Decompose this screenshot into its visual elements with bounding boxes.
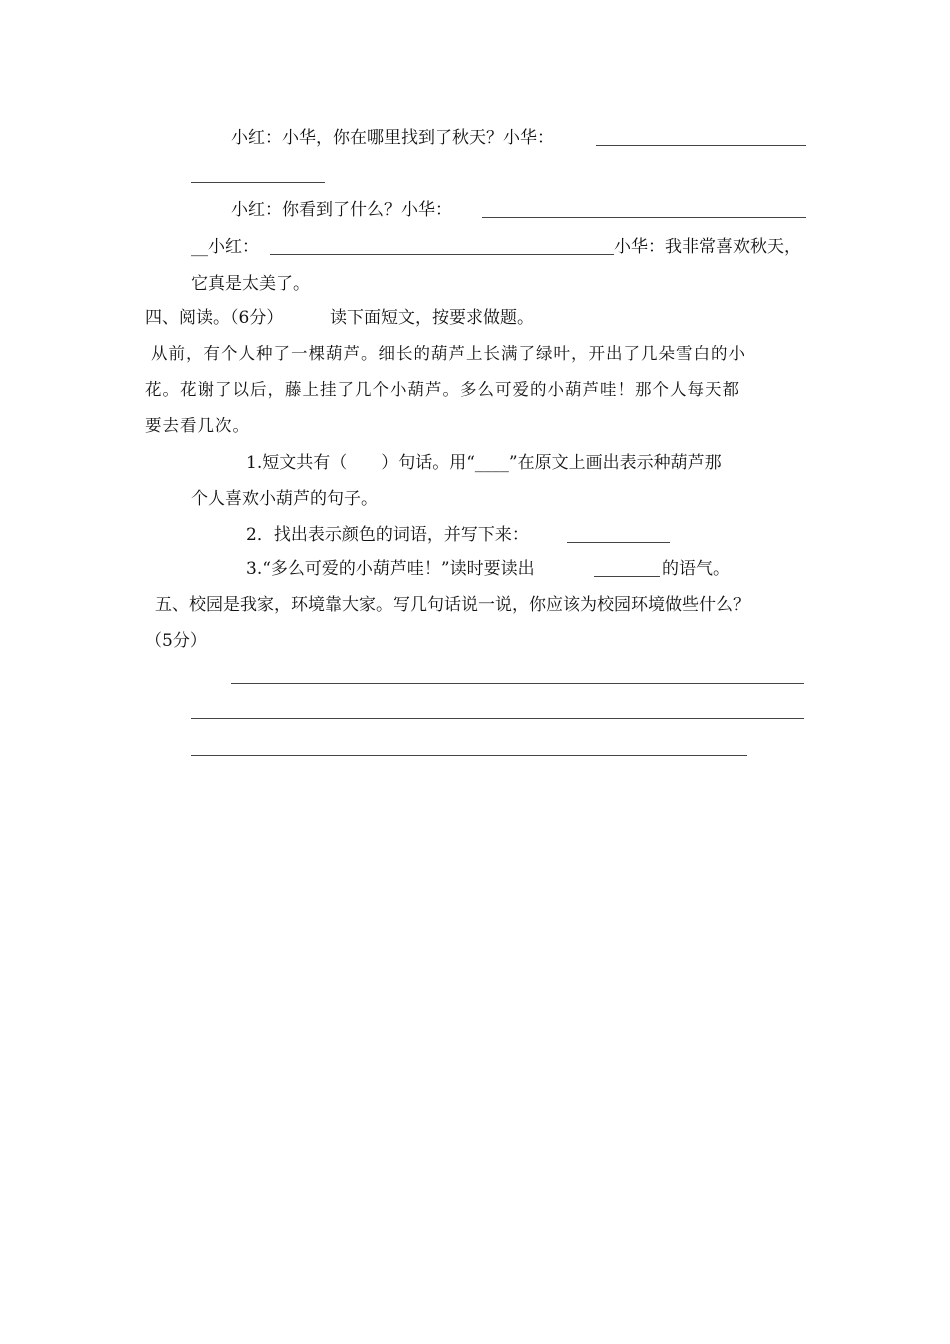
dialogue-line-3-suffix: 小华：我非常喜欢秋天， (614, 237, 801, 257)
writing-line-3[interactable] (191, 755, 747, 756)
dialogue-line-2: 小红：你看到了什么？小华： (231, 200, 452, 220)
answer-blank-1[interactable] (596, 145, 806, 146)
question-1-line-1: 1.短文共有（ ）句话。用“____”在原文上画出表示种葫芦那 (246, 453, 722, 473)
answer-blank-2[interactable] (482, 217, 806, 218)
passage-line-2: 花。花谢了以后，藤上挂了几个小葫芦。多么可爱的小葫芦哇！那个人每天都 (145, 380, 740, 399)
dialogue-line-1: 小红：小华，你在哪里找到了秋天？小华： (231, 128, 554, 148)
question-2: 2．找出表示颜色的词语，并写下来： (246, 525, 529, 545)
dialogue-line-3-prefix: __小红： (191, 237, 259, 257)
question-3-part-2: 的语气。 (662, 559, 730, 579)
passage-line-3: 要去看几次。 (145, 416, 250, 435)
answer-blank-q2[interactable] (567, 542, 670, 543)
answer-blank-3[interactable] (270, 254, 614, 255)
section-5-prompt: 五、校园是我家，环境靠大家。写几句话说一说，你应该为校园环境做些什么？ (155, 595, 750, 615)
section-4-instruction: 读下面短文，按要求做题。 (330, 308, 534, 328)
question-1-line-2: 个人喜欢小葫芦的句子。 (191, 489, 378, 509)
section-4-heading: 四、阅读。（6分） (145, 308, 284, 328)
question-3-part-1: 3.“多么可爱的小葫芦哇！”读时要读出 (246, 559, 535, 579)
writing-line-2[interactable] (191, 718, 804, 719)
section-5-points: （5分） (145, 631, 207, 651)
writing-line-1[interactable] (231, 683, 804, 684)
answer-blank-q3[interactable] (594, 576, 660, 577)
answer-blank-1-continued[interactable] (191, 182, 325, 183)
passage-line-1: 从前，有个人种了一棵葫芦。细长的葫芦上长满了绿叶，开出了几朵雪白的小 (151, 344, 746, 363)
dialogue-line-4: 它真是太美了。 (191, 274, 310, 294)
